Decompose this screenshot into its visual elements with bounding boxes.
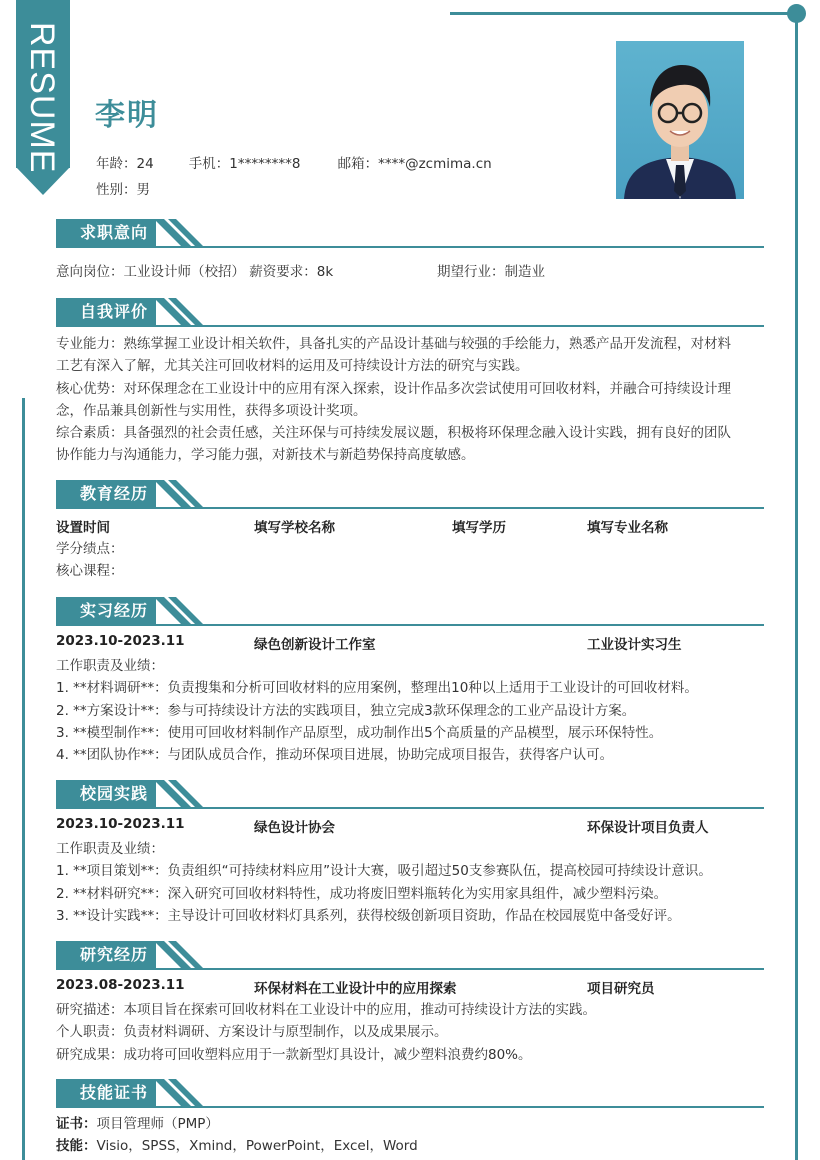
self-eval-line: 工艺有深入了解，尤其关注可回收材料的运用及可持续设计方法的研究与实践。 — [56, 358, 529, 375]
education-details — [56, 538, 766, 583]
campus-line: 1. **项目策划**：负责组织“可持续材料应用”设计大赛，吸引超过50支参赛队伍，提高校园可持续设计意识。 — [56, 863, 712, 880]
section-title: 校园实践 — [56, 780, 156, 808]
self-eval-line: 协作能力与沟通能力，学习能力强，对新技术与新趋势保持高度敏感。 — [56, 447, 475, 464]
research-line: 研究描述：本项目旨在探索可回收材料在工业设计中的应用，推动可持续设计方法的实践。 — [56, 1002, 596, 1018]
self-eval-line: 专业能力：熟练掌握工业设计相关软件，具备扎实的产品设计基础与较强的手绘能力，熟悉产品开发流程，对材料 — [56, 336, 731, 352]
self-eval-text — [56, 333, 766, 467]
campus-line: 2. **材料研究**：深入研究可回收材料特性，成功将废旧塑料瓶转化为实用家具组件，减少塑料污染。 — [56, 885, 668, 902]
section-title: 实习经历 — [56, 597, 156, 625]
research-date: 2023.08-2023.11 — [56, 977, 185, 993]
internship-line: 1. **材料调研**：负责搜集和分析可回收材料的应用案例，整理出10种以上适用于工业设计的可回收材料。 — [56, 680, 698, 697]
ribbon-text: RESUME — [23, 22, 61, 174]
section-header-internship — [56, 597, 764, 627]
edu-gpa: 学分绩点： — [56, 541, 124, 557]
campus-role: 环保设计项目负责人 — [587, 820, 709, 836]
internship-role: 工业设计实习生 — [587, 637, 682, 653]
skill-label: 技能： — [56, 1138, 97, 1155]
phone-value: 1********8 — [229, 156, 301, 172]
self-eval-line: 综合素质：具备强烈的社会责任感，关注环保与可持续发展议题，积极将环保理念融入设计实践，拥有良好的团队 — [56, 425, 731, 442]
internship-line: 工作职责及业绩： — [56, 658, 164, 674]
education-row — [56, 516, 766, 538]
campus-line: 3. **设计实践**：主导设计可回收材料灯具系列，获得校级创新项目资助，作品在校园展览中备受好评。 — [56, 907, 681, 924]
top-decor-line — [450, 12, 796, 15]
email-value: ****@zcmima.cn — [378, 156, 492, 172]
cert-label: 证书： — [56, 1116, 97, 1132]
internship-org: 绿色创新设计工作室 — [254, 637, 376, 653]
research-topic: 环保材料在工业设计中的应用探索 — [254, 981, 457, 997]
edu-degree: 填写学历 — [452, 520, 506, 536]
gender-info — [96, 178, 150, 198]
section-title: 自我评价 — [56, 298, 156, 326]
skill-value: Visio，SPSS，Xmind，PowerPoint，Excel，Word — [96, 1138, 418, 1155]
intent-industry: 期望行业：制造业 — [437, 264, 545, 280]
self-eval-line: 念，作品兼具创新性与实用性，获得多项设计奖项。 — [56, 402, 367, 419]
internship-line: 3. **模型制作**：使用可回收材料制作产品原型，成功制作出5个高质量的产品模型，展示环保特性。 — [56, 724, 663, 741]
campus-line: 工作职责及业绩： — [56, 841, 164, 857]
resume-ribbon — [16, 0, 70, 195]
section-title: 教育经历 — [56, 480, 156, 508]
cert-value: 项目管理师（PMP） — [96, 1116, 219, 1132]
skills-details — [56, 1113, 766, 1158]
internship-line: 4. **团队协作**：与团队成员合作，推动环保项目进展，协助完成项目报告，获得客户认可。 — [56, 747, 614, 764]
section-title: 技能证书 — [56, 1079, 156, 1107]
contact-info — [96, 152, 492, 172]
self-eval-line: 核心优势：对环保理念在工业设计中的应用有深入探索，设计作品多次尝试使用可回收材料，并融合可持续设计理 — [56, 380, 731, 397]
edu-time: 设置时间 — [56, 520, 110, 536]
intent-row — [56, 260, 766, 282]
campus-date: 2023.10-2023.11 — [56, 816, 185, 832]
age-value: 24 — [136, 156, 154, 172]
left-decor-line — [22, 398, 25, 1160]
research-line: 个人职责：负责材料调研、方案设计与原型制作，以及成果展示。 — [56, 1024, 448, 1041]
profile-photo — [616, 41, 744, 199]
section-header-intent — [56, 219, 764, 249]
section-header-education — [56, 480, 764, 510]
candidate-name: 李明 — [95, 98, 159, 133]
section-header-skills — [56, 1079, 764, 1109]
section-title: 研究经历 — [56, 941, 156, 969]
phone-label: 手机： — [188, 156, 230, 172]
edu-school: 填写学校名称 — [254, 520, 335, 536]
gender-value: 男 — [136, 182, 150, 198]
campus-row — [56, 816, 766, 838]
internship-date: 2023.10-2023.11 — [56, 633, 185, 649]
internship-row — [56, 633, 766, 655]
edu-major: 填写专业名称 — [587, 520, 668, 536]
campus-org: 绿色设计协会 — [254, 820, 335, 836]
internship-line: 2. **方案设计**：参与可持续设计方法的实践项目，独立完成3款环保理念的工业产品设计方案。 — [56, 702, 636, 719]
research-line: 研究成果：成功将可回收塑料应用于一款新型灯具设计，减少塑料浪费约80%。 — [56, 1046, 532, 1063]
section-header-research — [56, 941, 764, 971]
right-decor-line — [795, 14, 798, 1160]
age-label: 年龄： — [96, 156, 137, 172]
section-header-self-eval — [56, 298, 764, 328]
section-header-campus — [56, 780, 764, 810]
research-details — [56, 999, 766, 1066]
research-row — [56, 977, 766, 999]
section-title: 求职意向 — [56, 219, 156, 247]
intent-position: 意向岗位：工业设计师（校招） 薪资要求：8k — [56, 264, 334, 280]
campus-details — [56, 838, 766, 927]
gender-label: 性别： — [96, 182, 137, 198]
edu-courses: 核心课程： — [56, 563, 124, 580]
internship-details — [56, 655, 766, 766]
research-role: 项目研究员 — [587, 981, 655, 997]
email-label: 邮箱： — [337, 156, 379, 172]
